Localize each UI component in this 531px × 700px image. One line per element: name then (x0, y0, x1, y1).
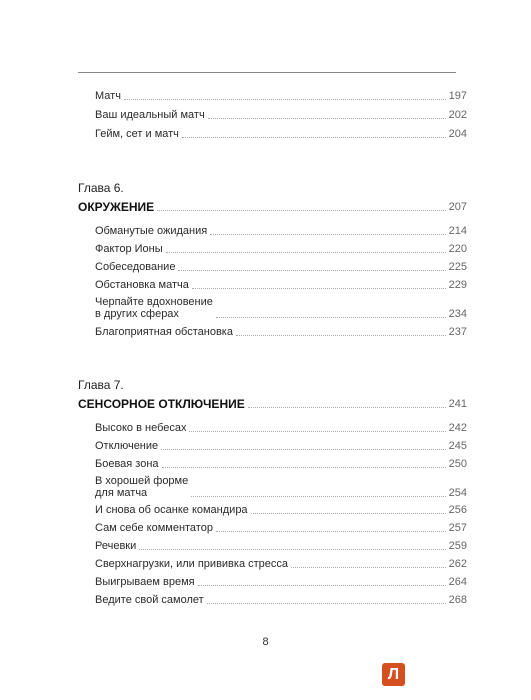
toc-entry-title: Собеседование (95, 261, 176, 273)
dot-leader (157, 210, 446, 211)
toc-entry-title: Фактор Ионы (95, 243, 163, 255)
toc-entry-title (95, 296, 213, 320)
toc-entry-title: Обманутые ожидания (95, 225, 208, 237)
toc-entry-title: Гейм, сет и матч (95, 128, 179, 140)
toc-entry (95, 440, 467, 452)
chapter-title: СЕНСОРНОЕ ОТКЛЮЧЕНИЕ (78, 397, 245, 411)
dot-leader (248, 407, 446, 408)
toc-entry-title-line: в других сферах (95, 308, 179, 320)
toc-entry (95, 243, 467, 255)
toc-entry-page: 268 (448, 594, 467, 606)
toc-entry-title: Матч (95, 90, 121, 102)
toc-entry-title: Ведите свой самолет (95, 594, 204, 606)
toc-entry-title-line: В хорошей форме (95, 475, 189, 487)
toc-entry-page: 237 (448, 326, 467, 338)
toc-entry (95, 128, 467, 140)
toc-entry (95, 475, 467, 499)
toc-entry-title: Благоприятная обстановка (95, 326, 233, 338)
toc-entry-title (95, 475, 188, 499)
toc-entry-title: Обстановка матча (95, 279, 189, 291)
top-rule (78, 72, 456, 73)
toc-entry-page: 204 (448, 128, 467, 140)
dot-leader (216, 531, 446, 532)
toc-entry (95, 326, 467, 338)
toc-entry-title: Боевая зона (95, 458, 159, 470)
dot-leader (189, 431, 445, 432)
dot-leader (216, 317, 446, 318)
toc-entry-page: 254 (448, 487, 467, 499)
dot-leader (192, 288, 446, 289)
toc-entry-page: 234 (448, 308, 467, 320)
toc-entry (95, 504, 467, 516)
toc-entry (95, 109, 467, 121)
toc-entry-title: И снова об осанке командира (95, 504, 248, 516)
dot-leader (178, 270, 445, 271)
toc-entry-page: 262 (448, 558, 467, 570)
dot-leader (182, 137, 446, 138)
chapter-page: 207 (448, 201, 467, 213)
dot-leader (236, 335, 446, 336)
toc-entry (95, 576, 467, 588)
dot-leader (207, 603, 446, 604)
dot-leader (139, 549, 445, 550)
dot-leader (191, 496, 445, 497)
toc-entry (95, 279, 467, 291)
dot-leader (251, 513, 446, 514)
toc-entry-page: 256 (448, 504, 467, 516)
toc-entry (95, 458, 467, 470)
toc-entry-title: Выигрываем время (95, 576, 195, 588)
toc-entry-title: Высоко в небесах (95, 422, 187, 434)
toc-entry (95, 422, 467, 434)
labirint-logo-icon: Л (382, 663, 405, 686)
toc-entry-page: 197 (448, 90, 467, 102)
toc-entry (95, 225, 467, 237)
toc-entry-page: 259 (448, 540, 467, 552)
toc-entry-title-line: для матча (95, 487, 148, 499)
dot-leader (198, 585, 446, 586)
toc-entry (95, 558, 467, 570)
toc-entry-title: Отключение (95, 440, 159, 452)
toc-entry (95, 90, 467, 102)
toc-entry-title: Сам себе комментатор (95, 522, 213, 534)
toc-entry-page: 250 (448, 458, 467, 470)
dot-leader (208, 118, 446, 119)
dot-leader (166, 252, 446, 253)
chapter-label: Глава 6. (78, 181, 124, 195)
toc-entry-page: 214 (448, 225, 467, 237)
toc-entry (95, 296, 467, 320)
toc-entry-page: 229 (448, 279, 467, 291)
dot-leader (124, 99, 446, 100)
toc-entry (95, 261, 467, 273)
toc-entry-page: 245 (448, 440, 467, 452)
chapter-heading (78, 398, 467, 410)
toc-entry (95, 540, 467, 552)
toc-entry-title-line: Черпайте вдохновение (95, 296, 213, 308)
chapter-title: ОКРУЖЕНИЕ (78, 200, 155, 214)
chapter-page: 241 (448, 398, 467, 410)
toc-entry (95, 594, 467, 606)
dot-leader (162, 467, 446, 468)
dot-leader (291, 567, 446, 568)
toc-entry-page: 264 (448, 576, 467, 588)
toc-entry-page: 220 (448, 243, 467, 255)
toc-entry-page: 257 (448, 522, 467, 534)
chapter-heading (78, 201, 467, 213)
toc-entry (95, 522, 467, 534)
toc-entry-title: Сверхнагрузки, или прививка стресса (95, 558, 289, 570)
page-number: 8 (262, 636, 269, 648)
toc-entry-title: Речевки (95, 540, 137, 552)
dot-leader (210, 234, 445, 235)
chapter-label: Глава 7. (78, 378, 124, 392)
toc-entry-title: Ваш идеальный матч (95, 109, 205, 121)
toc-entry-page: 225 (448, 261, 467, 273)
toc-entry-page: 202 (448, 109, 467, 121)
toc-entry-page: 242 (448, 422, 467, 434)
dot-leader (161, 449, 445, 450)
